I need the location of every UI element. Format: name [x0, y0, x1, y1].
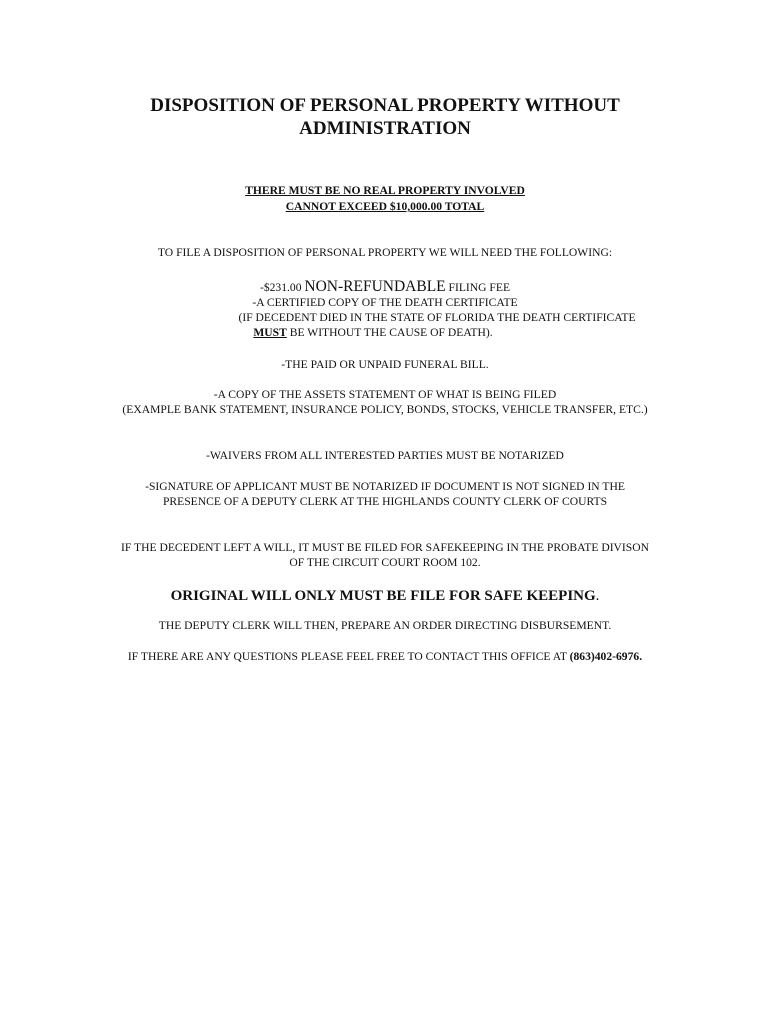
- must-emphasis: MUST: [253, 326, 287, 339]
- signature-line-2: PRESENCE OF A DEPUTY CLERK AT THE HIGHLANDS COUNTY CLERK OF COURTS: [162, 495, 608, 508]
- original-will-period: .: [595, 588, 600, 604]
- assets-line-1: -A COPY OF THE ASSETS STATEMENT OF WHAT IS BEING FILED: [213, 388, 557, 401]
- waivers-item: -WAIVERS FROM ALL INTERESTED PARTIES MUST BE NOTARIZED: [206, 449, 564, 462]
- requirement-no-real-property: THERE MUST BE NO REAL PROPERTY INVOLVED: [245, 184, 525, 197]
- document-title-line-2: ADMINISTRATION: [299, 118, 471, 139]
- document-title-line-1: DISPOSITION OF PERSONAL PROPERTY WITHOUT: [150, 95, 620, 116]
- fee-amount: -$231.00: [259, 281, 305, 294]
- contact-text: IF THERE ARE ANY QUESTIONS PLEASE FEEL FREE TO CONTACT THIS OFFICE AT: [127, 650, 570, 663]
- death-certificate-line-1: -A CERTIFIED COPY OF THE DEATH CERTIFICATE: [252, 296, 518, 309]
- signature-line-1: -SIGNATURE OF APPLICANT MUST BE NOTARIZED IF DOCUMENT IS NOT SIGNED IN THE: [145, 480, 625, 493]
- original-will-notice: [0, 587, 770, 605]
- original-will-text: ORIGINAL WILL ONLY MUST BE FILE FOR SAFE KEEPING: [170, 588, 596, 604]
- will-line-2: OF THE CIRCUIT COURT ROOM 102.: [289, 556, 481, 569]
- contact-phone: (863)402-6976.: [569, 650, 643, 663]
- will-line-1: IF THE DECEDENT LEFT A WILL, IT MUST BE FILED FOR SAFEKEEPING IN THE PROBATE DIVISON: [121, 541, 649, 554]
- death-certificate-line-3: [0, 326, 758, 340]
- fee-non-refundable: NON-REFUNDABLE: [304, 278, 446, 295]
- death-certificate-line-2: (IF DECEDENT DIED IN THE STATE OF FLORIDA THE DEATH CERTIFICATE: [238, 311, 636, 324]
- death-certificate-line-3-rest: BE WITHOUT THE CAUSE OF DEATH).: [286, 326, 493, 339]
- assets-line-2: (EXAMPLE BANK STATEMENT, INSURANCE POLICY, BONDS, STOCKS, VEHICLE TRANSFER, ETC.): [122, 403, 648, 416]
- filing-fee-line: [0, 280, 770, 295]
- intro-text: TO FILE A DISPOSITION OF PERSONAL PROPERTY WE WILL NEED THE FOLLOWING:: [157, 246, 613, 259]
- funeral-bill-item: -THE PAID OR UNPAID FUNERAL BILL.: [281, 358, 489, 371]
- fee-suffix: FILING FEE: [445, 281, 511, 294]
- deputy-clerk-text: THE DEPUTY CLERK WILL THEN, PREPARE AN ORDER DIRECTING DISBURSEMENT.: [158, 619, 612, 632]
- contact-line: [0, 650, 770, 664]
- requirement-max-total: CANNOT EXCEED $10,000.00 TOTAL: [285, 200, 485, 213]
